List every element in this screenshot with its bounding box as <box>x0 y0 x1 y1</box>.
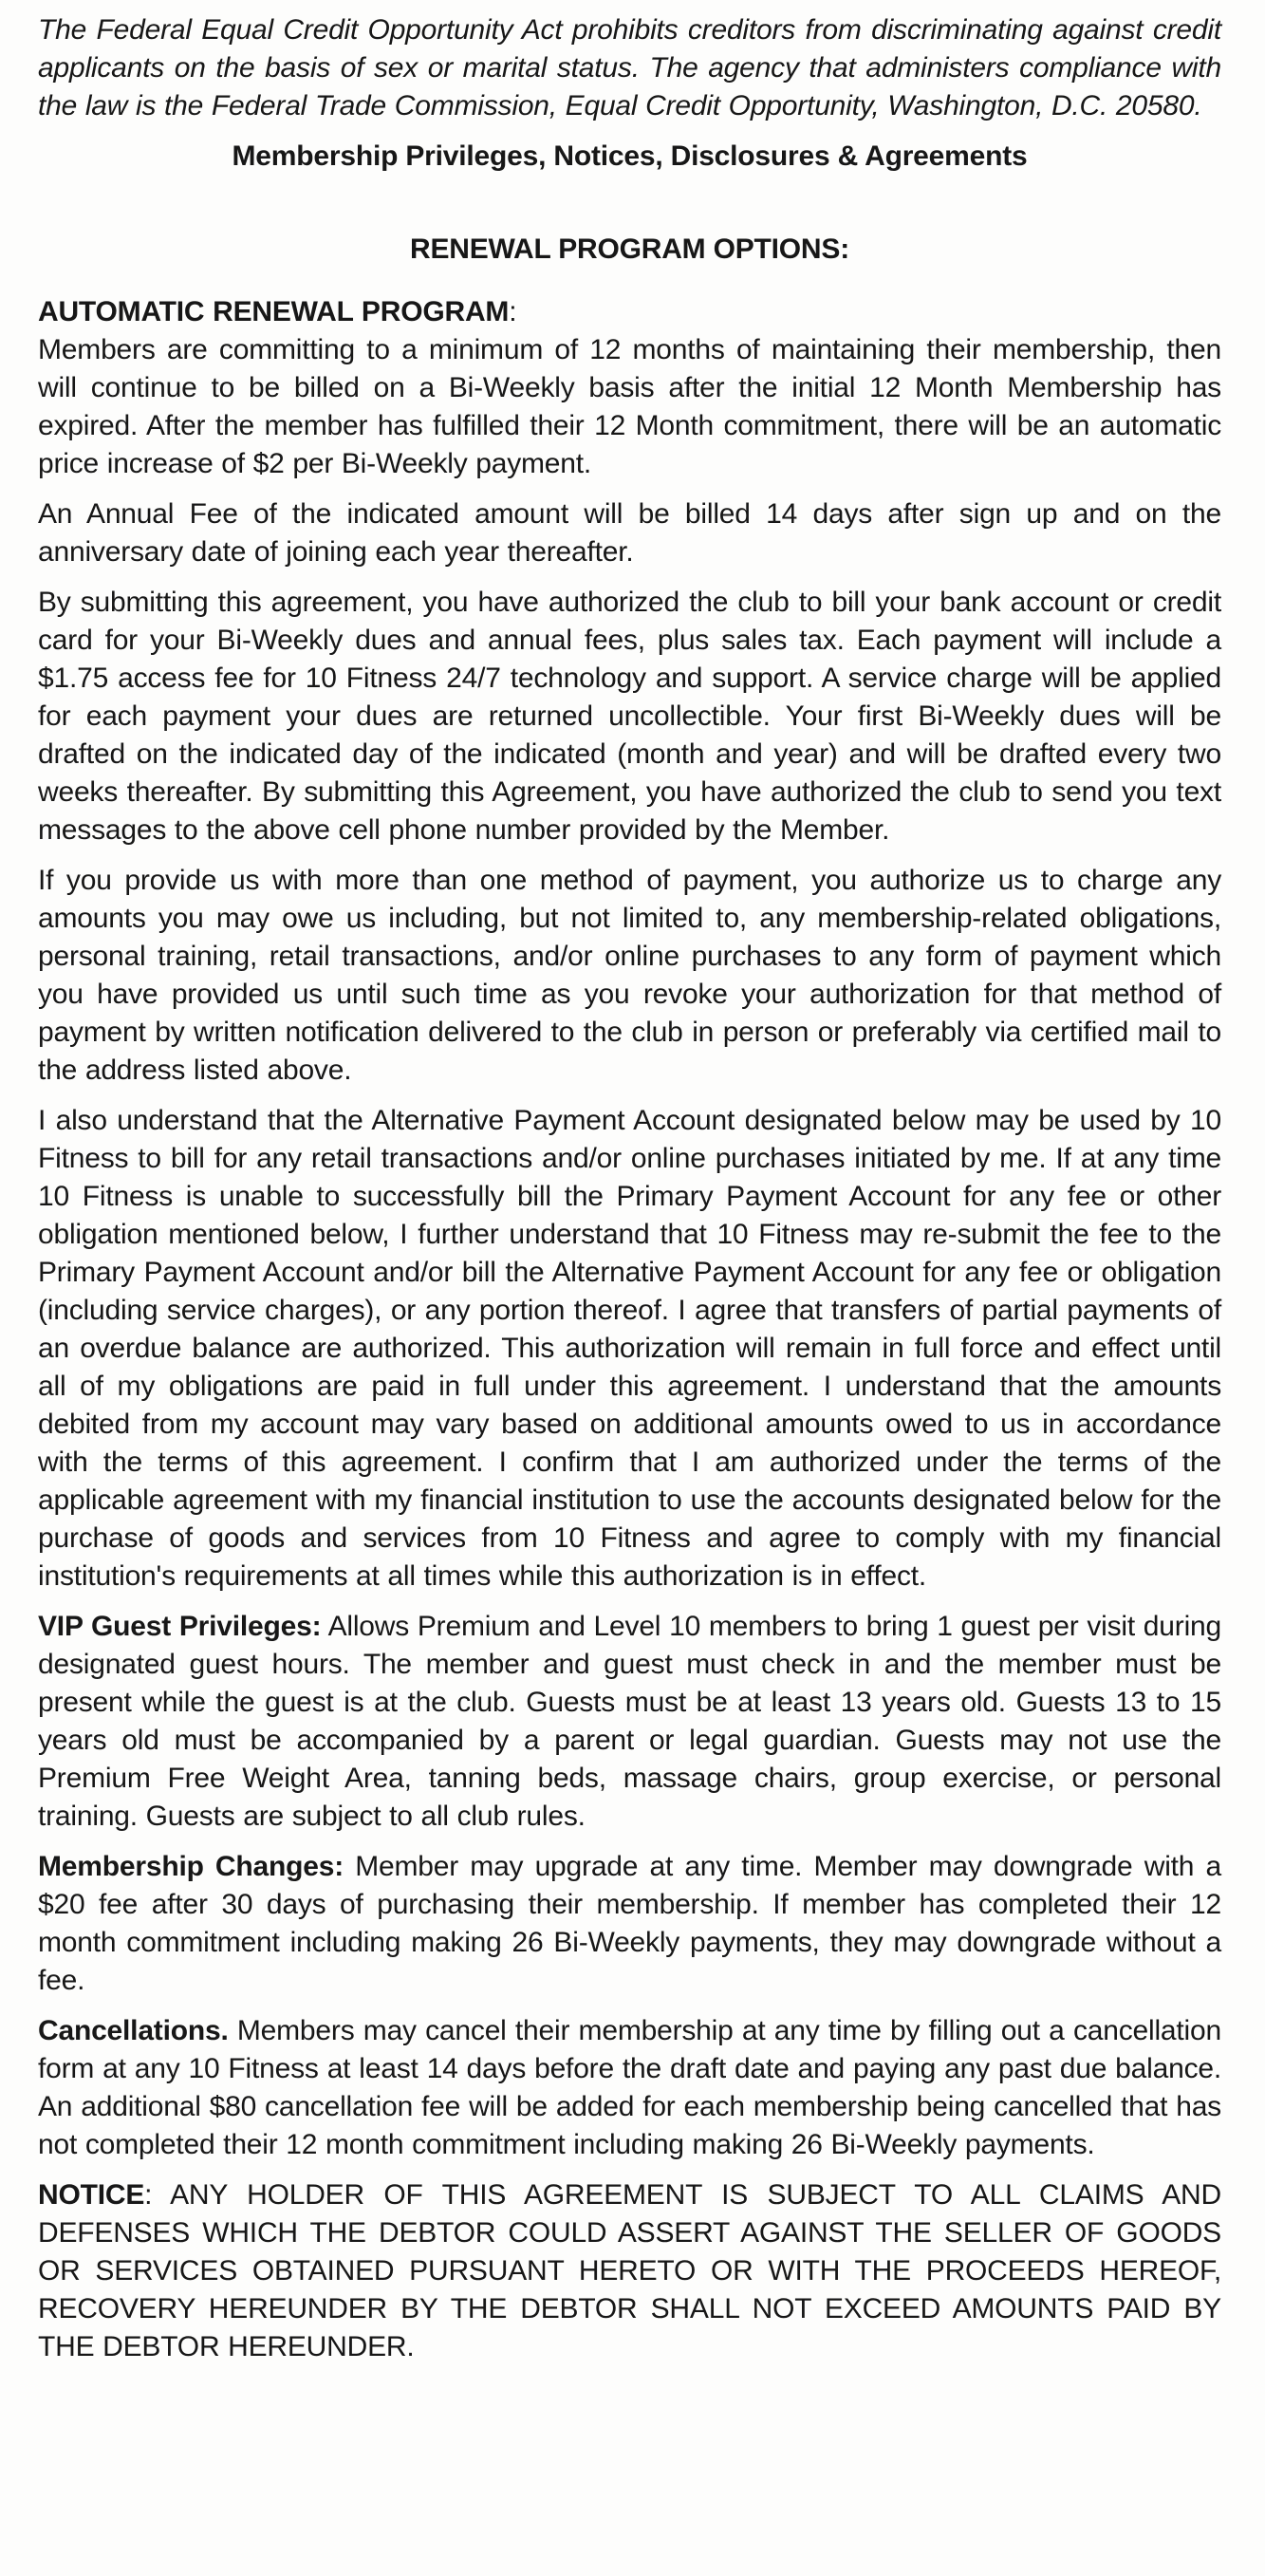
alternative-payment-account-paragraph: I also understand that the Alternative Payment Account designated below may be used by 10 Fitness to bill for any retail transactions and/or online purchases initiated by me. If at any time 10 Fitness is unable to successfully bill the Primary Payment Account for any fee or other obligation mentioned below, I further understand that 10 Fitness may re-submit the fee to the Primary Payment Account and/or bill the Alternative Payment Account for any fee or obligation (including service charges), or any portion thereof. I agree that transfers of partial payments of an overdue balance are authorized. This authorization will remain in full force and effect until all of my obligations are paid in full under this agreement. I understand that the amounts debited from my account may vary based on additional amounts owed to us in accordance with the terms of this agreement. I confirm that I am authorized under the terms of the applicable agreement with my financial institution to use the accounts designated below for the purchase of goods and services from 10 Fitness and agree to comply with my financial institution's requirements at all times while this authorization is in effect. <box>38 1105 1221 1592</box>
membership-changes-body: Member may upgrade at any time. Member may downgrade with a $20 fee after 30 days of purchasing their membership. If member has completed their 12 month commitment including making 26 Bi-Weekly payments, they may downgrade without a fee. <box>38 1851 1221 1996</box>
vip-guest-privileges-paragraph <box>38 1608 1221 1836</box>
cancellations-body: Members may cancel their membership at any time by filling out a cancellation form at any 10 Fitness at least 14 days before the draft date and paying any past due balance. An additional $80 cancellation fee will be added for each membership being cancelled that has not completed their 12 month commitment including making 26 Bi-Weekly payments. <box>38 2015 1221 2160</box>
vip-guest-privileges-heading: VIP Guest Privileges: <box>38 1611 322 1642</box>
annual-fee-paragraph: An Annual Fee of the indicated amount will be billed 14 days after sign up and on the anniversary date of joining each year thereafter. <box>38 498 1221 568</box>
automatic-renewal-section <box>38 293 1221 483</box>
automatic-renewal-heading-colon: : <box>509 296 517 327</box>
cancellations-paragraph <box>38 2012 1221 2164</box>
holder-notice-body: : ANY HOLDER OF THIS AGREEMENT IS SUBJECT TO ALL CLAIMS AND DEFENSES WHICH THE DEBTOR COULD ASSERT AGAINST THE SELLER OF GOODS OR SERVICES OBTAINED PURSUANT HERETO OR WITH THE PROCEEDS HEREOF, RECOVERY HEREUNDER BY THE DEBTOR SHALL NOT EXCEED AMOUNTS PAID BY THE DEBTOR HEREUNDER. <box>38 2179 1221 2362</box>
page-title: Membership Privileges, Notices, Disclosures & Agreements <box>232 140 1028 172</box>
automatic-renewal-body: Members are committing to a minimum of 12 months of maintaining their membership, then will continue to be billed on a Bi-Weekly basis after the initial 12 Month Membership has expired. After the member has fulfilled their 12 Month commitment, there will be an automatic price increase of $2 per Bi-Weekly payment. <box>38 334 1221 479</box>
renewal-program-options-heading: RENEWAL PROGRAM OPTIONS: <box>410 233 849 265</box>
membership-changes-paragraph <box>38 1848 1221 2000</box>
vip-guest-privileges-body: Allows Premium and Level 10 members to bring 1 guest per visit during designated guest hours. The member and guest must check in and the member must be present while the guest is at the club. Guests must be at least 13 years old. Guests 13 to 15 years old must be accompanied by a parent or legal guardian. Guests may not use the Premium Free Weight Area, tanning beds, massage chairs, group exercise, or personal training. Guests are subject to all club rules. <box>38 1611 1221 1832</box>
cancellations-heading: Cancellations. <box>38 2015 229 2046</box>
holder-notice-heading: NOTICE <box>38 2179 145 2211</box>
holder-notice-paragraph <box>38 2176 1221 2366</box>
automatic-renewal-heading-line <box>38 293 1221 331</box>
equal-credit-opportunity-notice: The Federal Equal Credit Opportunity Act prohibits creditors from discriminating against credit applicants on the basis of sex or marital status. The agency that administers compliance with the law is the Federal Trade Commission, Equal Credit Opportunity, Washington, D.C. 20580. <box>38 14 1221 121</box>
billing-authorization-paragraph: By submitting this agreement, you have authorized the club to bill your bank account or credit card for your Bi-Weekly dues and annual fees, plus sales tax. Each payment will include a $1.75 access fee for 10 Fitness 24/7 technology and support. A service charge will be applied for each payment your dues are returned uncollectible. Your first Bi-Weekly dues will be drafted on the indicated day of the indicated (month and year) and will be drafted every two weeks thereafter. By submitting this Agreement, you have authorized the club to send you text messages to the above cell phone number provided by the Member. <box>38 587 1221 846</box>
automatic-renewal-heading: AUTOMATIC RENEWAL PROGRAM <box>38 296 510 327</box>
membership-changes-heading: Membership Changes: <box>38 1851 344 1882</box>
multiple-payment-methods-paragraph: If you provide us with more than one method of payment, you authorize us to charge any amounts you may owe us including, but not limited to, any membership-related obligations, personal training, retail transactions, and/or online purchases to any form of payment which you have provided us until such time as you revoke your authorization for that method of payment by written notification delivered to the club in person or preferably via certified mail to the address listed above. <box>38 865 1221 1086</box>
